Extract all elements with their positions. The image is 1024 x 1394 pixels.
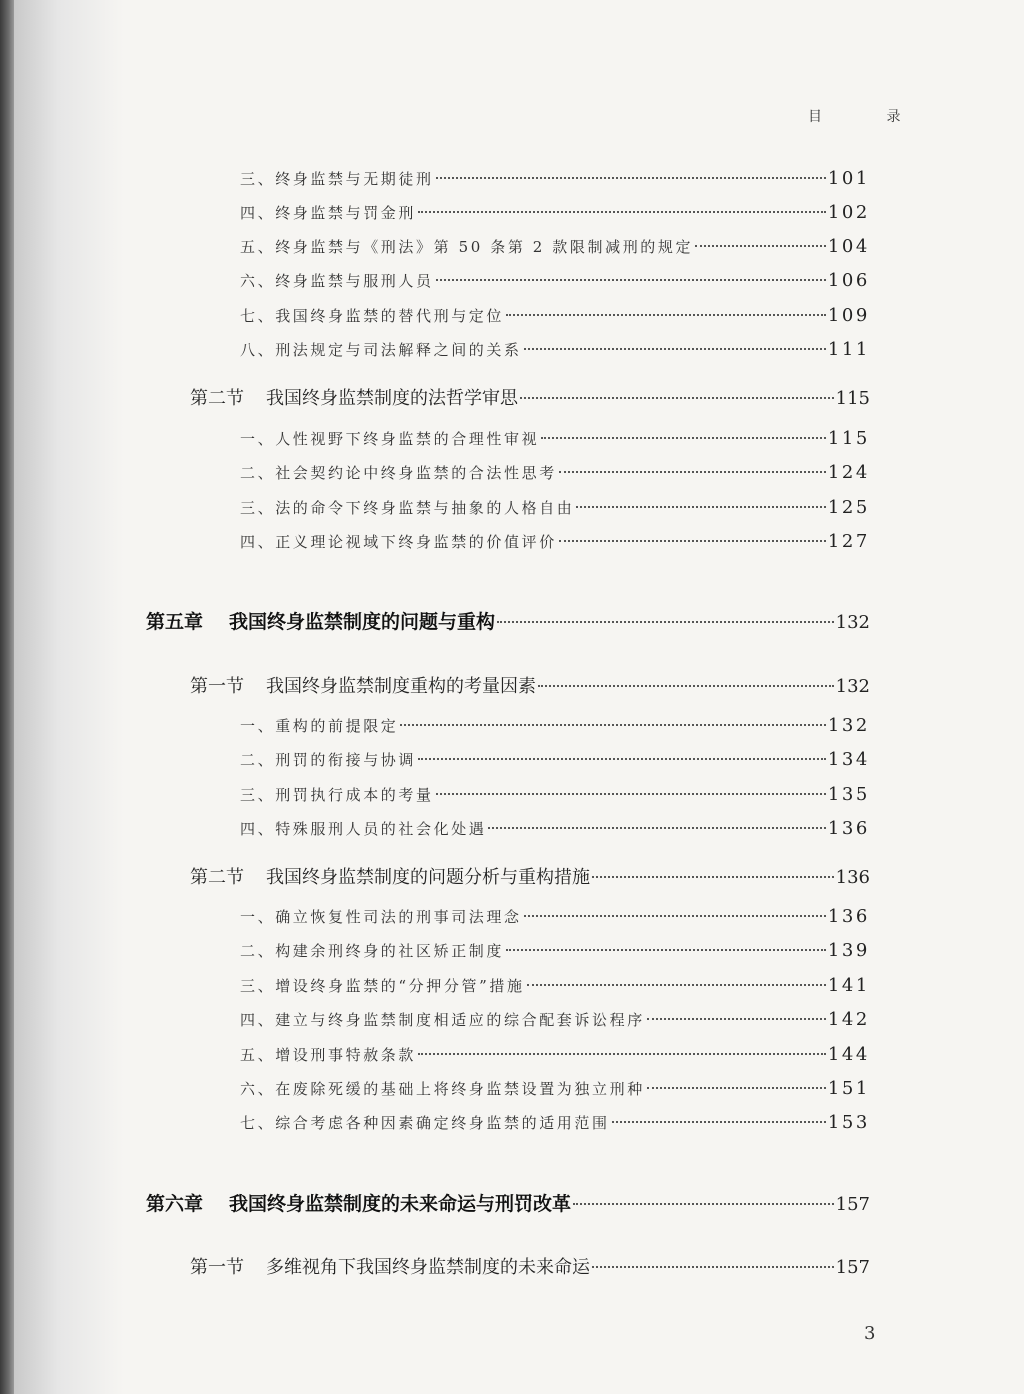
toc-entry-title: 六、终身监禁与服刑人员 (240, 272, 434, 290)
toc-entry[interactable] (240, 168, 870, 189)
toc-entry[interactable] (240, 975, 870, 996)
dot-leader (647, 1018, 826, 1020)
dot-leader (592, 876, 834, 878)
toc-entry-page: 104 (827, 236, 870, 257)
dot-leader (592, 1266, 834, 1268)
toc-entry-title: 三、法的命令下终身监禁与抽象的人格自由 (240, 499, 575, 517)
section-number: 第一节 (190, 1257, 244, 1278)
toc-entry[interactable] (240, 202, 870, 223)
section-title-text: 多维视角下我国终身监禁制度的未来命运 (266, 1257, 590, 1278)
chapter-title-text: 我国终身监禁制度的问题与重构 (229, 611, 496, 633)
dot-leader (418, 1053, 826, 1055)
toc-chapter-title (146, 1189, 571, 1216)
toc-entry-title: 二、构建余刑终身的社区矫正制度 (240, 942, 505, 960)
toc-section-page: 157 (835, 1257, 870, 1278)
section-number: 第二节 (190, 867, 244, 888)
toc-entry-page: 134 (827, 749, 870, 770)
toc-section-title (190, 384, 518, 410)
dot-leader (559, 540, 826, 542)
dot-leader (436, 279, 826, 281)
dot-leader (400, 724, 825, 726)
toc-entry[interactable] (240, 462, 870, 483)
toc-entry-title: 七、我国终身监禁的替代刑与定位 (240, 307, 505, 325)
dot-leader (418, 758, 826, 760)
toc-entry[interactable] (240, 270, 870, 291)
toc-entry-page: 111 (827, 339, 870, 360)
toc-chapter-title (146, 607, 495, 634)
toc-entry-title: 三、刑罚执行成本的考量 (240, 786, 434, 804)
toc-chapter-entry[interactable] (146, 607, 870, 634)
toc-section-entry[interactable] (190, 384, 870, 410)
dot-leader (576, 506, 825, 508)
toc-entry[interactable] (240, 531, 870, 552)
toc-entry[interactable] (240, 497, 870, 518)
toc-entry[interactable] (240, 818, 870, 839)
dot-leader (527, 984, 826, 986)
toc-entry[interactable] (240, 1078, 870, 1099)
toc-entry-title: 四、正义理论视域下终身监禁的价值评价 (240, 533, 557, 551)
chapter-number: 第五章 (146, 611, 204, 633)
toc-entry[interactable] (240, 428, 870, 449)
toc-entry-title: 三、增设终身监禁的“分押分管”措施 (240, 977, 525, 995)
toc-entry-title: 八、刑法规定与司法解释之间的关系 (240, 341, 522, 359)
toc-section-page: 132 (835, 676, 870, 697)
running-header: 目 录 (808, 109, 931, 125)
toc-entry-page: 141 (827, 975, 870, 996)
dot-leader (520, 397, 834, 399)
section-title-text: 我国终身监禁制度的法哲学审思 (266, 388, 518, 409)
chapter-title-text: 我国终身监禁制度的未来命运与刑罚改革 (229, 1193, 572, 1215)
toc-entry[interactable] (240, 305, 870, 326)
dot-leader (488, 827, 825, 829)
toc-entry[interactable] (240, 940, 870, 961)
dot-leader (506, 949, 826, 951)
dot-leader (541, 437, 826, 439)
toc-entry-page: 132 (827, 715, 870, 736)
dot-leader (524, 348, 826, 350)
toc-entry[interactable] (240, 715, 870, 736)
toc-entry-title: 四、特殊服刑人员的社会化处遇 (240, 820, 487, 838)
toc-entry-page: 102 (827, 202, 870, 223)
toc-section-title (190, 672, 536, 698)
toc-entry-page: 136 (827, 906, 870, 927)
toc-entry-page: 101 (827, 168, 870, 189)
section-title-text: 我国终身监禁制度重构的考量因素 (266, 676, 536, 697)
toc-entry-page: 127 (827, 531, 870, 552)
toc-entry[interactable] (240, 749, 870, 770)
toc-entry-title: 六、在废除死缓的基础上将终身监禁设置为独立刑种 (240, 1080, 645, 1098)
toc-section-entry[interactable] (190, 1253, 870, 1279)
dot-leader (497, 621, 834, 623)
toc-entry[interactable] (240, 906, 870, 927)
toc-chapter-entry[interactable] (146, 1189, 870, 1216)
toc-entry-title: 二、社会契约论中终身监禁的合法性思考 (240, 464, 557, 482)
toc-entry-page: 139 (827, 940, 870, 961)
toc-entry-title: 四、建立与终身监禁制度相适应的综合配套诉讼程序 (240, 1011, 645, 1029)
chapter-number: 第六章 (146, 1193, 204, 1215)
toc-entry-page: 115 (827, 428, 870, 449)
toc-entry-page: 136 (827, 818, 870, 839)
toc-entry-page: 135 (827, 784, 870, 805)
toc-entry-title: 五、增设刑事特赦条款 (240, 1046, 417, 1064)
dot-leader (559, 471, 826, 473)
toc-section-page: 136 (835, 867, 870, 888)
toc-section-entry[interactable] (190, 672, 870, 698)
toc-entry[interactable] (240, 1044, 870, 1065)
dot-leader (418, 211, 826, 213)
toc-entry-page: 125 (827, 497, 870, 518)
toc-entry-title: 四、终身监禁与罚金刑 (240, 204, 417, 222)
toc-entry[interactable] (240, 784, 870, 805)
toc-entry-title: 二、刑罚的衔接与协调 (240, 751, 417, 769)
toc-entry-page: 151 (827, 1078, 870, 1099)
toc-section-title (190, 1253, 590, 1279)
toc-entry-page: 142 (827, 1009, 870, 1030)
dot-leader (524, 915, 826, 917)
dot-leader (573, 1203, 834, 1205)
toc-entry-page: 153 (827, 1112, 870, 1133)
dot-leader (436, 793, 826, 795)
toc-entry-page: 109 (827, 305, 870, 326)
toc-entry-title: 五、终身监禁与《刑法》第 50 条第 2 款限制减刑的规定 (240, 238, 694, 256)
toc-chapter-page: 132 (835, 612, 870, 633)
toc-entry[interactable] (240, 1009, 870, 1030)
toc-entry[interactable] (240, 236, 870, 257)
toc-section-title (190, 863, 590, 889)
section-number: 第二节 (190, 388, 244, 409)
toc-entry-title: 一、确立恢复性司法的刑事司法理念 (240, 908, 522, 926)
page-number: 3 (864, 1323, 876, 1344)
toc-entry-title: 七、综合考虑各种因素确定终身监禁的适用范围 (240, 1114, 610, 1132)
section-number: 第一节 (190, 676, 244, 697)
dot-leader (612, 1121, 826, 1123)
dot-leader (538, 685, 834, 687)
book-spine (0, 0, 14, 1394)
dot-leader (506, 314, 826, 316)
toc-entry-page: 106 (827, 270, 870, 291)
toc-section-entry[interactable] (190, 863, 870, 889)
section-title-text: 我国终身监禁制度的问题分析与重构措施 (266, 867, 590, 888)
toc-entry[interactable] (240, 1112, 870, 1133)
dot-leader (436, 177, 826, 179)
toc-entry[interactable] (240, 339, 870, 360)
toc-entry-title: 一、重构的前提限定 (240, 717, 399, 735)
gutter-shadow (14, 0, 124, 1394)
dot-leader (695, 245, 826, 247)
toc-entry-title: 一、人性视野下终身监禁的合理性审视 (240, 430, 540, 448)
toc-entry-page: 144 (827, 1044, 870, 1065)
toc-chapter-page: 157 (835, 1194, 870, 1215)
toc-entry-title: 三、终身监禁与无期徒刑 (240, 170, 434, 188)
toc-section-page: 115 (835, 388, 870, 409)
toc-entry-page: 124 (827, 462, 870, 483)
dot-leader (647, 1087, 826, 1089)
